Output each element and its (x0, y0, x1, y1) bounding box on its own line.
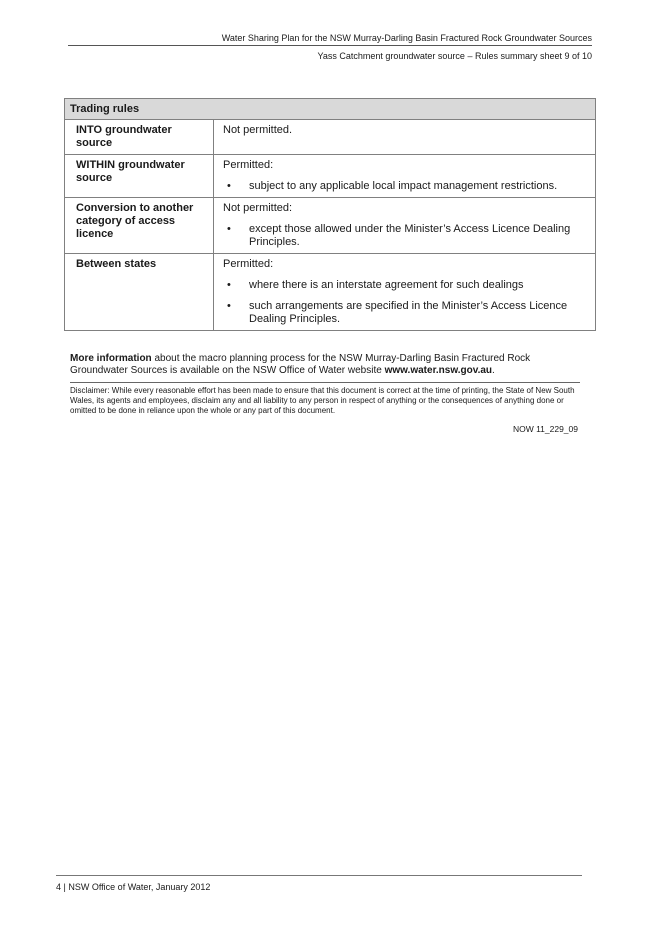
bullet-text: subject to any applicable local impact management restrictions. (249, 180, 558, 192)
bullet-text: such arrangements are specified in the Minister’s Access Licence Dealing Principles. (249, 300, 568, 325)
row-content (214, 155, 596, 198)
bullet-item (223, 180, 586, 193)
row-lead-text: Not permitted: (223, 202, 293, 214)
bullet-item (223, 223, 586, 249)
header-subtitle: Yass Catchment groundwater source – Rules summary sheet 9 of 10 (317, 51, 592, 61)
disclaimer-divider (70, 382, 580, 383)
row-label: INTO groundwater source (65, 120, 214, 155)
row-content (214, 120, 596, 155)
table-row (65, 120, 596, 155)
trading-rules-table (64, 98, 596, 331)
row-label: WITHIN groundwater source (65, 155, 214, 198)
more-info-text: about the macro planning process for the NSW Murray-Darling Basin Fractured Rock Groundwater Sources is available on the NSW Office of Water website (70, 353, 531, 376)
row-lead-text: Permitted: (223, 258, 274, 270)
bullet-text: except those allowed under the Minister’s Access Licence Dealing Principles. (249, 223, 571, 248)
table-row (65, 254, 596, 331)
bullet-icon: • (227, 300, 231, 312)
header-divider (68, 45, 592, 46)
table-caption: Trading rules (65, 99, 596, 120)
bullet-item (223, 300, 586, 326)
bullet-icon: • (227, 180, 231, 192)
more-info-end: . (492, 365, 495, 376)
table-row (65, 198, 596, 254)
bullet-text: where there is an interstate agreement for such dealings (249, 279, 524, 291)
footer-divider (56, 875, 582, 876)
more-information-paragraph (70, 353, 590, 377)
bullet-icon: • (227, 223, 231, 235)
row-label: Between states (65, 254, 214, 331)
table-row (65, 155, 596, 198)
more-info-lead: More information (70, 353, 152, 364)
row-content (214, 198, 596, 254)
document-code: NOW 11_229_09 (512, 424, 578, 434)
disclaimer-text: Disclaimer: While every reasonable effort has been made to ensure that this document is correct at the time of printing, the State of New South Wales, its agents and employees, disclaim any and all liability to any person in respect of anything or the consequences of anything done or omitted to be done in reliance upon the whole or any part of this document. (70, 386, 575, 415)
bullet-item (223, 279, 586, 292)
bullet-icon: • (227, 279, 231, 291)
row-lead-text: Permitted: (223, 159, 274, 171)
row-lead-text: Not permitted. (223, 124, 293, 136)
page-footer: 4 | NSW Office of Water, January 2012 (56, 882, 211, 892)
row-label: Conversion to another category of access licence (65, 198, 214, 254)
header-title: Water Sharing Plan for the NSW Murray-Darling Basin Fractured Rock Groundwater Sources (221, 33, 592, 43)
row-content (214, 254, 596, 331)
website-link[interactable]: www.water.nsw.gov.au (384, 365, 493, 376)
